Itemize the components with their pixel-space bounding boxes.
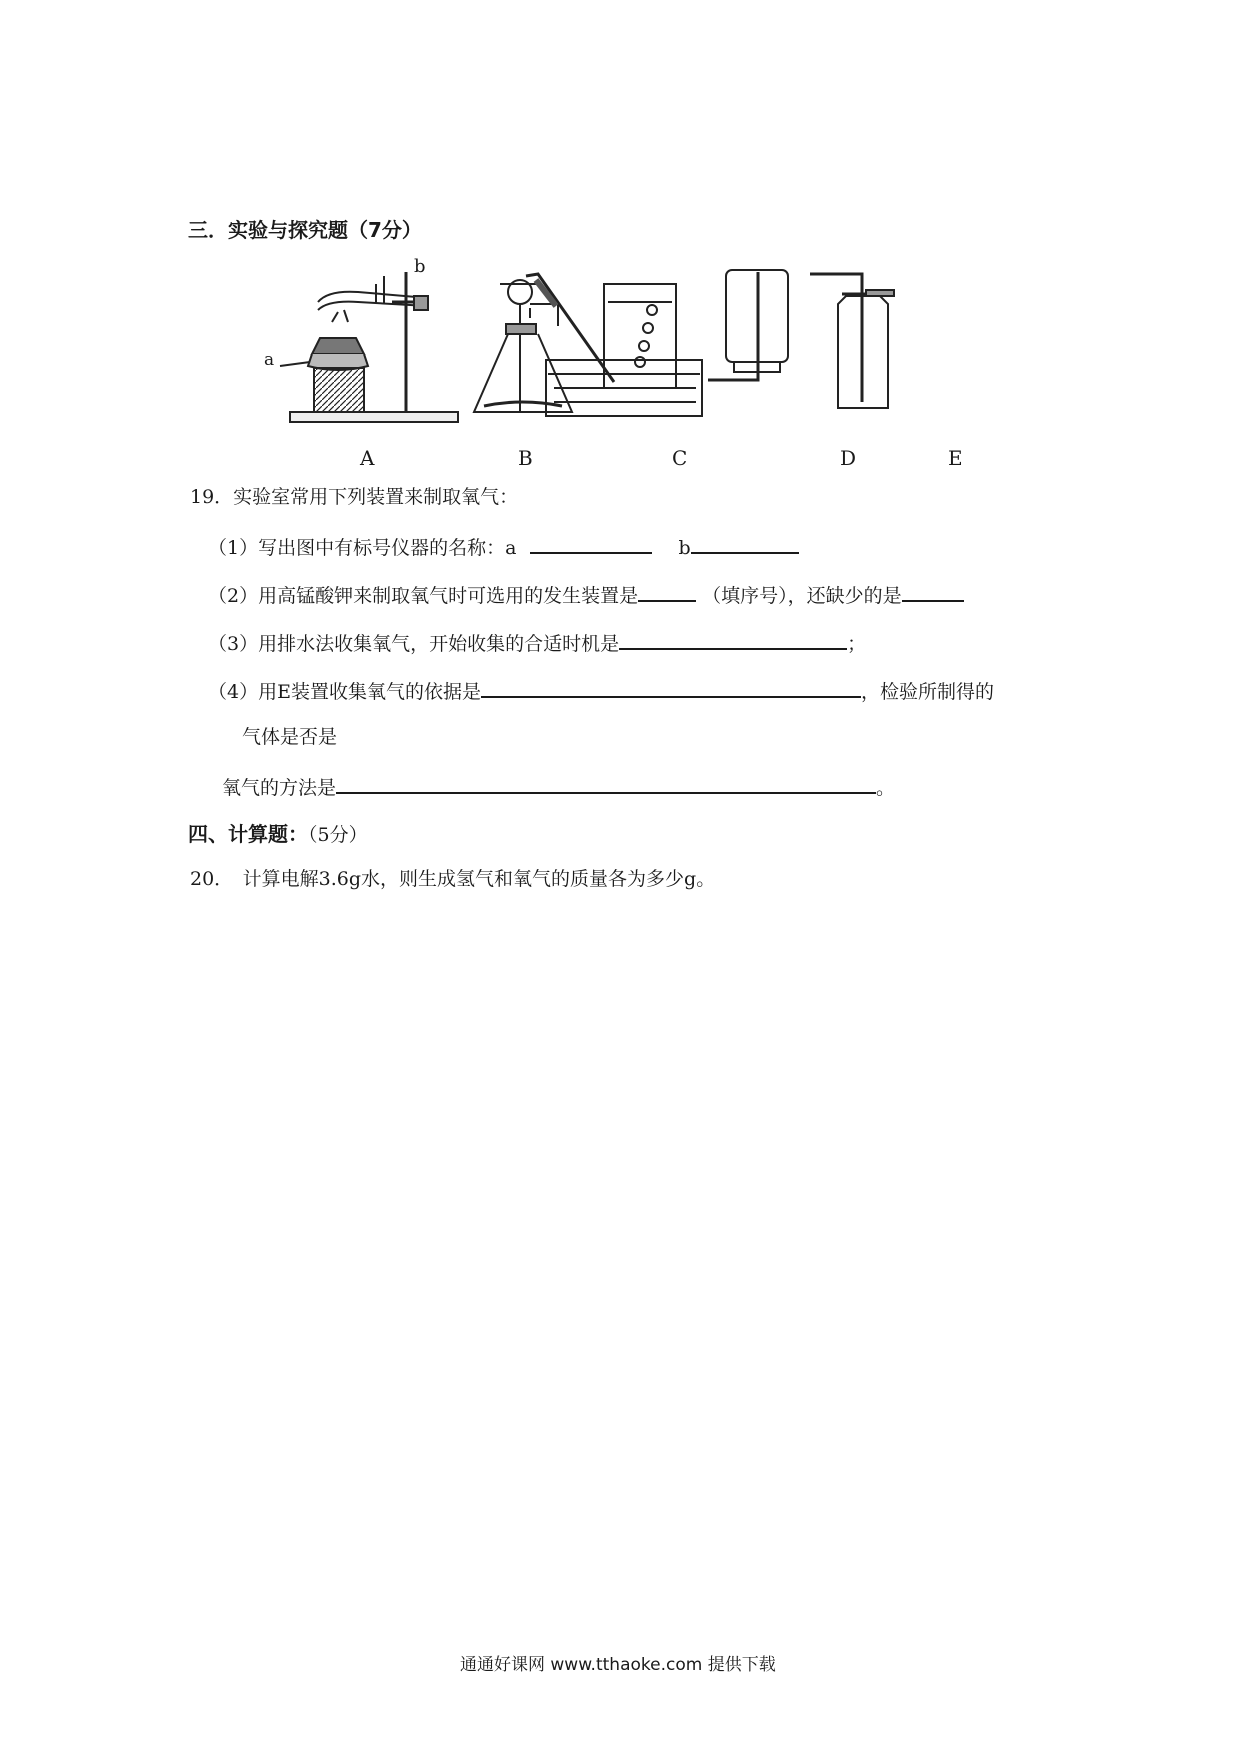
q19-part4: [208, 674, 994, 704]
q19-stem: 19．实验室常用下列装置来制取氧气：: [190, 486, 519, 508]
apparatus-a-drawing: [280, 272, 458, 422]
q19-part2-blank-missing[interactable]: [902, 578, 964, 602]
q19-part4-line3-end: 。: [876, 777, 896, 799]
q19-part3-end: ；: [847, 633, 867, 655]
q19-part1-blank-a[interactable]: [530, 530, 652, 554]
q19-part2-text: （2）用高锰酸钾来制取氧气时可选用的发生装置是: [208, 585, 639, 607]
pointer-label-a: a: [264, 350, 275, 370]
figure-label-e: E: [948, 446, 963, 470]
section-4-score: （5分）: [308, 824, 368, 846]
figure-label-c: C: [672, 446, 688, 470]
pointer-label-b: b: [414, 256, 426, 277]
q19-part4-end: ，检验所制得的: [860, 681, 994, 703]
q19-part2-blank-device[interactable]: [638, 578, 696, 602]
q19-part3-text: （3）用排水法收集氧气，开始收集的合适时机是: [208, 633, 620, 655]
q19-part4-blank-basis[interactable]: [481, 674, 861, 698]
q19-part3-blank[interactable]: [619, 626, 847, 650]
apparatus-c-drawing: [526, 274, 702, 416]
apparatus-d-drawing: [708, 270, 788, 380]
q19-part4-line3: [222, 770, 895, 800]
q19-part1-text: （1）写出图中有标号仪器的名称：a: [208, 537, 517, 559]
figure-label-a: A: [360, 446, 375, 470]
q19-part4-text: （4）用E装置收集氧气的依据是: [208, 681, 481, 703]
q19-part4-blank-method[interactable]: [336, 770, 876, 794]
q19-part1: [208, 530, 799, 560]
apparatus-e-drawing: [810, 274, 894, 408]
q19-part2: [208, 578, 964, 608]
section-4-title: 四、计算题：: [188, 822, 308, 846]
section-4-heading: [188, 818, 368, 847]
q19-part3: [208, 626, 866, 656]
figure-label-b: B: [518, 446, 533, 470]
apparatus-drawing: [268, 262, 1028, 472]
q19-part4-line2: 气体是否是: [242, 726, 338, 748]
section-3-heading: 三．实验与探究题（7分）: [188, 218, 422, 242]
q20-text: 20． 计算电解3.6g水，则生成氢气和氧气的质量各为多少g。: [190, 868, 716, 890]
figure-label-d: D: [840, 446, 857, 470]
apparatus-figure: [264, 256, 1028, 472]
q19-part2-mid: （填序号），还缺少的是: [702, 585, 902, 607]
q19-part1-label-b: b: [678, 537, 691, 559]
page-footer: 通通好课网 www.tthaoke.com 提供下载: [460, 1655, 776, 1675]
q19-part4-line3-text: 氧气的方法是: [222, 777, 337, 799]
q19-part1-blank-b[interactable]: [691, 530, 799, 554]
